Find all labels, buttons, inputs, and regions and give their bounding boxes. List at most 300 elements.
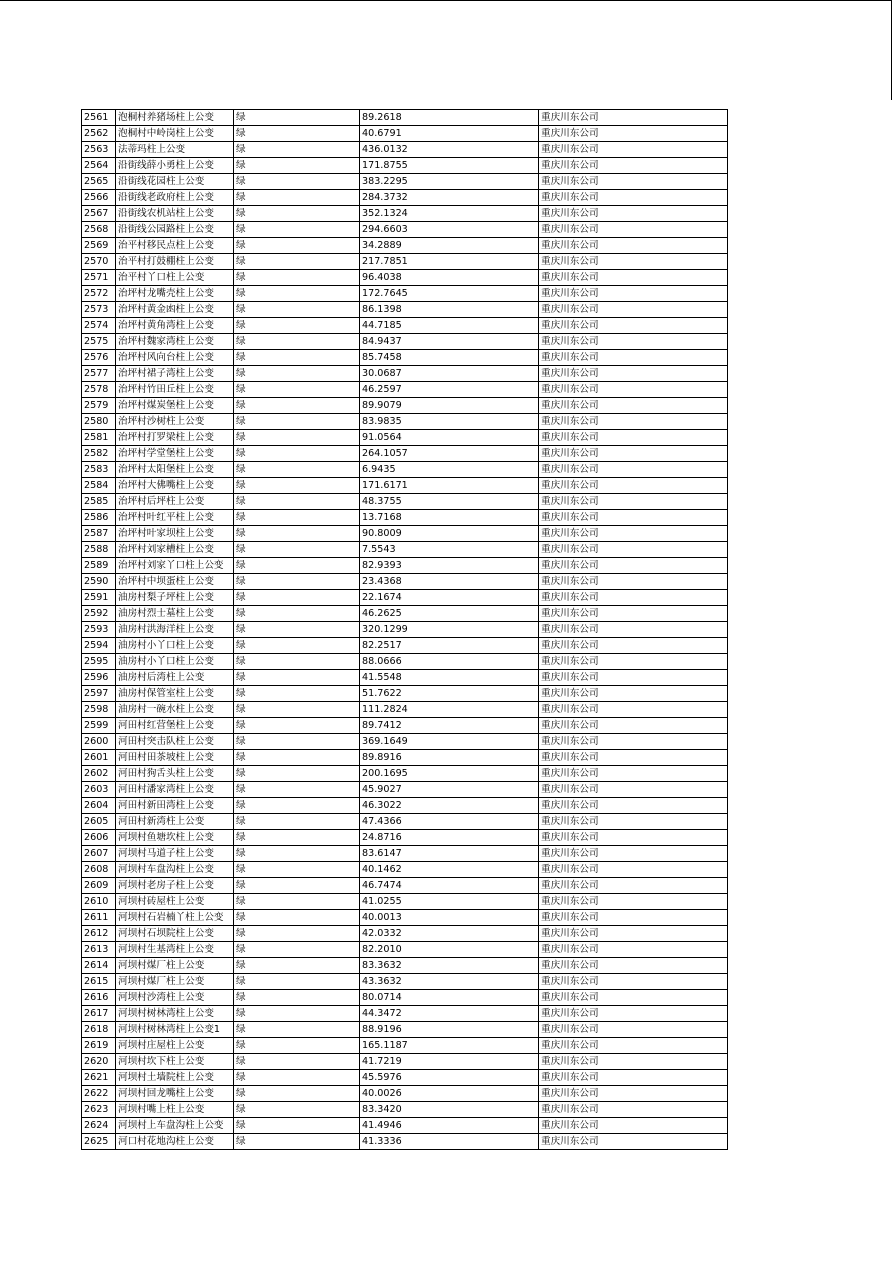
value-cell: 46.3022 bbox=[360, 798, 539, 814]
row-id-cell: 2616 bbox=[82, 990, 116, 1006]
status-color-cell: 绿 bbox=[234, 622, 360, 638]
transformer-name-cell: 治坪村裙子湾柱上公变 bbox=[116, 366, 234, 382]
row-id-cell: 2615 bbox=[82, 974, 116, 990]
status-color-cell: 绿 bbox=[234, 878, 360, 894]
page-top-rule bbox=[0, 0, 892, 1]
company-cell: 重庆川东公司 bbox=[539, 894, 728, 910]
status-color-cell: 绿 bbox=[234, 462, 360, 478]
transformer-name-cell: 沿街线薛小勇柱上公变 bbox=[116, 158, 234, 174]
status-color-cell: 绿 bbox=[234, 990, 360, 1006]
value-cell: 45.5976 bbox=[360, 1070, 539, 1086]
company-cell: 重庆川东公司 bbox=[539, 334, 728, 350]
transformer-name-cell: 治坪村刘家槽柱上公变 bbox=[116, 542, 234, 558]
company-cell: 重庆川东公司 bbox=[539, 862, 728, 878]
value-cell: 34.2889 bbox=[360, 238, 539, 254]
table-row bbox=[82, 494, 728, 510]
value-cell: 46.7474 bbox=[360, 878, 539, 894]
table-row bbox=[82, 254, 728, 270]
table-row bbox=[82, 702, 728, 718]
table-row bbox=[82, 654, 728, 670]
company-cell: 重庆川东公司 bbox=[539, 494, 728, 510]
row-id-cell: 2609 bbox=[82, 878, 116, 894]
table-row bbox=[82, 846, 728, 862]
company-cell: 重庆川东公司 bbox=[539, 590, 728, 606]
value-cell: 13.7168 bbox=[360, 510, 539, 526]
value-cell: 45.9027 bbox=[360, 782, 539, 798]
company-cell: 重庆川东公司 bbox=[539, 622, 728, 638]
status-color-cell: 绿 bbox=[234, 126, 360, 142]
transformer-name-cell: 治坪村大佛嘴柱上公变 bbox=[116, 478, 234, 494]
transformer-name-cell: 沿街线老政府柱上公变 bbox=[116, 190, 234, 206]
row-id-cell: 2583 bbox=[82, 462, 116, 478]
table-row bbox=[82, 1054, 728, 1070]
status-color-cell: 绿 bbox=[234, 142, 360, 158]
value-cell: 41.0255 bbox=[360, 894, 539, 910]
status-color-cell: 绿 bbox=[234, 302, 360, 318]
transformer-name-cell: 河坝村煤厂柱上公变 bbox=[116, 974, 234, 990]
table-row bbox=[82, 558, 728, 574]
status-color-cell: 绿 bbox=[234, 942, 360, 958]
company-cell: 重庆川东公司 bbox=[539, 1054, 728, 1070]
company-cell: 重庆川东公司 bbox=[539, 126, 728, 142]
table-row bbox=[82, 958, 728, 974]
table-row bbox=[82, 190, 728, 206]
table-row bbox=[82, 318, 728, 334]
company-cell: 重庆川东公司 bbox=[539, 670, 728, 686]
table-row bbox=[82, 574, 728, 590]
row-id-cell: 2607 bbox=[82, 846, 116, 862]
company-cell: 重庆川东公司 bbox=[539, 942, 728, 958]
transformer-name-cell: 泡桐村中岭岗柱上公变 bbox=[116, 126, 234, 142]
company-cell: 重庆川东公司 bbox=[539, 174, 728, 190]
value-cell: 83.3632 bbox=[360, 958, 539, 974]
row-id-cell: 2573 bbox=[82, 302, 116, 318]
status-color-cell: 绿 bbox=[234, 782, 360, 798]
company-cell: 重庆川东公司 bbox=[539, 830, 728, 846]
value-cell: 294.6603 bbox=[360, 222, 539, 238]
row-id-cell: 2581 bbox=[82, 430, 116, 446]
company-cell: 重庆川东公司 bbox=[539, 766, 728, 782]
value-cell: 90.8009 bbox=[360, 526, 539, 542]
status-color-cell: 绿 bbox=[234, 350, 360, 366]
table-row bbox=[82, 942, 728, 958]
status-color-cell: 绿 bbox=[234, 702, 360, 718]
row-id-cell: 2598 bbox=[82, 702, 116, 718]
row-id-cell: 2574 bbox=[82, 318, 116, 334]
company-cell: 重庆川东公司 bbox=[539, 878, 728, 894]
value-cell: 41.7219 bbox=[360, 1054, 539, 1070]
row-id-cell: 2603 bbox=[82, 782, 116, 798]
value-cell: 89.8916 bbox=[360, 750, 539, 766]
value-cell: 44.7185 bbox=[360, 318, 539, 334]
row-id-cell: 2605 bbox=[82, 814, 116, 830]
value-cell: 88.9196 bbox=[360, 1022, 539, 1038]
company-cell: 重庆川东公司 bbox=[539, 910, 728, 926]
transformer-name-cell: 河坝村车盘沟柱上公变 bbox=[116, 862, 234, 878]
row-id-cell: 2608 bbox=[82, 862, 116, 878]
status-color-cell: 绿 bbox=[234, 910, 360, 926]
status-color-cell: 绿 bbox=[234, 1006, 360, 1022]
value-cell: 83.3420 bbox=[360, 1102, 539, 1118]
company-cell: 重庆川东公司 bbox=[539, 430, 728, 446]
company-cell: 重庆川东公司 bbox=[539, 238, 728, 254]
value-cell: 46.2625 bbox=[360, 606, 539, 622]
company-cell: 重庆川东公司 bbox=[539, 958, 728, 974]
value-cell: 369.1649 bbox=[360, 734, 539, 750]
value-cell: 171.8755 bbox=[360, 158, 539, 174]
table-row bbox=[82, 1118, 728, 1134]
status-color-cell: 绿 bbox=[234, 814, 360, 830]
company-cell: 重庆川东公司 bbox=[539, 542, 728, 558]
transformer-name-cell: 油房村梨子坪柱上公变 bbox=[116, 590, 234, 606]
table-row bbox=[82, 526, 728, 542]
company-cell: 重庆川东公司 bbox=[539, 526, 728, 542]
company-cell: 重庆川东公司 bbox=[539, 702, 728, 718]
status-color-cell: 绿 bbox=[234, 1054, 360, 1070]
status-color-cell: 绿 bbox=[234, 222, 360, 238]
table-row bbox=[82, 270, 728, 286]
value-cell: 171.6171 bbox=[360, 478, 539, 494]
value-cell: 42.0332 bbox=[360, 926, 539, 942]
value-cell: 264.1057 bbox=[360, 446, 539, 462]
row-id-cell: 2621 bbox=[82, 1070, 116, 1086]
value-cell: 47.4366 bbox=[360, 814, 539, 830]
transformer-name-cell: 治坪村打罗梁柱上公变 bbox=[116, 430, 234, 446]
table-row bbox=[82, 174, 728, 190]
table-row bbox=[82, 302, 728, 318]
row-id-cell: 2595 bbox=[82, 654, 116, 670]
value-cell: 165.1187 bbox=[360, 1038, 539, 1054]
status-color-cell: 绿 bbox=[234, 430, 360, 446]
status-color-cell: 绿 bbox=[234, 1086, 360, 1102]
value-cell: 51.7622 bbox=[360, 686, 539, 702]
status-color-cell: 绿 bbox=[234, 542, 360, 558]
value-cell: 89.7412 bbox=[360, 718, 539, 734]
row-id-cell: 2625 bbox=[82, 1134, 116, 1150]
status-color-cell: 绿 bbox=[234, 382, 360, 398]
table-row bbox=[82, 206, 728, 222]
transformer-name-cell: 治坪村黄角湾柱上公变 bbox=[116, 318, 234, 334]
table-row bbox=[82, 974, 728, 990]
table-row bbox=[82, 830, 728, 846]
row-id-cell: 2612 bbox=[82, 926, 116, 942]
status-color-cell: 绿 bbox=[234, 734, 360, 750]
row-id-cell: 2596 bbox=[82, 670, 116, 686]
table-row bbox=[82, 462, 728, 478]
company-cell: 重庆川东公司 bbox=[539, 1038, 728, 1054]
table-row bbox=[82, 142, 728, 158]
company-cell: 重庆川东公司 bbox=[539, 478, 728, 494]
transformer-name-cell: 油房村小丫口柱上公变 bbox=[116, 654, 234, 670]
table-row bbox=[82, 126, 728, 142]
company-cell: 重庆川东公司 bbox=[539, 814, 728, 830]
transformer-name-cell: 河坝村上车盘沟柱上公变 bbox=[116, 1118, 234, 1134]
transformer-name-cell: 河坝村煤厂柱上公变 bbox=[116, 958, 234, 974]
transformer-name-cell: 油房村一碗水柱上公变 bbox=[116, 702, 234, 718]
status-color-cell: 绿 bbox=[234, 526, 360, 542]
value-cell: 84.9437 bbox=[360, 334, 539, 350]
status-color-cell: 绿 bbox=[234, 174, 360, 190]
row-id-cell: 2563 bbox=[82, 142, 116, 158]
row-id-cell: 2618 bbox=[82, 1022, 116, 1038]
value-cell: 85.7458 bbox=[360, 350, 539, 366]
company-cell: 重庆川东公司 bbox=[539, 782, 728, 798]
row-id-cell: 2593 bbox=[82, 622, 116, 638]
company-cell: 重庆川东公司 bbox=[539, 398, 728, 414]
table-row bbox=[82, 1102, 728, 1118]
company-cell: 重庆川东公司 bbox=[539, 254, 728, 270]
transformer-name-cell: 河坝村马道子柱上公变 bbox=[116, 846, 234, 862]
value-cell: 217.7851 bbox=[360, 254, 539, 270]
table-row bbox=[82, 398, 728, 414]
value-cell: 82.9393 bbox=[360, 558, 539, 574]
company-cell: 重庆川东公司 bbox=[539, 974, 728, 990]
status-color-cell: 绿 bbox=[234, 974, 360, 990]
table-row bbox=[82, 334, 728, 350]
status-color-cell: 绿 bbox=[234, 334, 360, 350]
status-color-cell: 绿 bbox=[234, 862, 360, 878]
transformer-name-cell: 治坪村龙嘴壳柱上公变 bbox=[116, 286, 234, 302]
table-row bbox=[82, 734, 728, 750]
row-id-cell: 2568 bbox=[82, 222, 116, 238]
transformer-name-cell: 河坝村坎下柱上公变 bbox=[116, 1054, 234, 1070]
transformer-name-cell: 河坝村树林湾柱上公变1 bbox=[116, 1022, 234, 1038]
company-cell: 重庆川东公司 bbox=[539, 414, 728, 430]
table-row bbox=[82, 766, 728, 782]
company-cell: 重庆川东公司 bbox=[539, 638, 728, 654]
company-cell: 重庆川东公司 bbox=[539, 686, 728, 702]
company-cell: 重庆川东公司 bbox=[539, 110, 728, 126]
company-cell: 重庆川东公司 bbox=[539, 1118, 728, 1134]
row-id-cell: 2575 bbox=[82, 334, 116, 350]
status-color-cell: 绿 bbox=[234, 830, 360, 846]
table-row bbox=[82, 238, 728, 254]
transformer-name-cell: 油房村烈士墓柱上公变 bbox=[116, 606, 234, 622]
status-color-cell: 绿 bbox=[234, 238, 360, 254]
row-id-cell: 2587 bbox=[82, 526, 116, 542]
status-color-cell: 绿 bbox=[234, 446, 360, 462]
value-cell: 82.2010 bbox=[360, 942, 539, 958]
value-cell: 24.8716 bbox=[360, 830, 539, 846]
transformer-name-cell: 河坝村石岩楠丫柱上公变 bbox=[116, 910, 234, 926]
company-cell: 重庆川东公司 bbox=[539, 366, 728, 382]
row-id-cell: 2624 bbox=[82, 1118, 116, 1134]
transformer-name-cell: 河坝村老房子柱上公变 bbox=[116, 878, 234, 894]
status-color-cell: 绿 bbox=[234, 574, 360, 590]
table-row bbox=[82, 910, 728, 926]
transformer-name-cell: 治坪村黄金凼柱上公变 bbox=[116, 302, 234, 318]
transformer-name-cell: 油房村小丫口柱上公变 bbox=[116, 638, 234, 654]
transformer-name-cell: 河坝村回龙嘴柱上公变 bbox=[116, 1086, 234, 1102]
status-color-cell: 绿 bbox=[234, 1118, 360, 1134]
value-cell: 86.1398 bbox=[360, 302, 539, 318]
status-color-cell: 绿 bbox=[234, 478, 360, 494]
table-body bbox=[82, 110, 728, 1150]
value-cell: 83.9835 bbox=[360, 414, 539, 430]
company-cell: 重庆川东公司 bbox=[539, 926, 728, 942]
status-color-cell: 绿 bbox=[234, 286, 360, 302]
transformer-name-cell: 河坝村砖屋柱上公变 bbox=[116, 894, 234, 910]
table-row bbox=[82, 990, 728, 1006]
status-color-cell: 绿 bbox=[234, 750, 360, 766]
table-row bbox=[82, 510, 728, 526]
transformer-name-cell: 油房村保管室柱上公变 bbox=[116, 686, 234, 702]
table-row bbox=[82, 110, 728, 126]
table-row bbox=[82, 782, 728, 798]
company-cell: 重庆川东公司 bbox=[539, 206, 728, 222]
row-id-cell: 2617 bbox=[82, 1006, 116, 1022]
transformer-name-cell: 油房村后湾柱上公变 bbox=[116, 670, 234, 686]
value-cell: 320.1299 bbox=[360, 622, 539, 638]
transformer-name-cell: 治平村丫口柱上公变 bbox=[116, 270, 234, 286]
row-id-cell: 2592 bbox=[82, 606, 116, 622]
row-id-cell: 2584 bbox=[82, 478, 116, 494]
table-row bbox=[82, 862, 728, 878]
table-row bbox=[82, 478, 728, 494]
status-color-cell: 绿 bbox=[234, 798, 360, 814]
company-cell: 重庆川东公司 bbox=[539, 1070, 728, 1086]
status-color-cell: 绿 bbox=[234, 206, 360, 222]
row-id-cell: 2604 bbox=[82, 798, 116, 814]
company-cell: 重庆川东公司 bbox=[539, 750, 728, 766]
value-cell: 88.0666 bbox=[360, 654, 539, 670]
value-cell: 200.1695 bbox=[360, 766, 539, 782]
row-id-cell: 2600 bbox=[82, 734, 116, 750]
transformer-name-cell: 沿街线公园路柱上公变 bbox=[116, 222, 234, 238]
row-id-cell: 2610 bbox=[82, 894, 116, 910]
transformer-name-cell: 治坪村后坪柱上公变 bbox=[116, 494, 234, 510]
company-cell: 重庆川东公司 bbox=[539, 270, 728, 286]
table-row bbox=[82, 158, 728, 174]
transformer-name-cell: 泡桐村养猪场柱上公变 bbox=[116, 110, 234, 126]
transformer-name-cell: 河田村潘家湾柱上公变 bbox=[116, 782, 234, 798]
status-color-cell: 绿 bbox=[234, 190, 360, 206]
row-id-cell: 2569 bbox=[82, 238, 116, 254]
row-id-cell: 2580 bbox=[82, 414, 116, 430]
table-row bbox=[82, 622, 728, 638]
status-color-cell: 绿 bbox=[234, 558, 360, 574]
value-cell: 44.3472 bbox=[360, 1006, 539, 1022]
row-id-cell: 2588 bbox=[82, 542, 116, 558]
row-id-cell: 2562 bbox=[82, 126, 116, 142]
company-cell: 重庆川东公司 bbox=[539, 606, 728, 622]
status-color-cell: 绿 bbox=[234, 590, 360, 606]
status-color-cell: 绿 bbox=[234, 1102, 360, 1118]
table-row bbox=[82, 894, 728, 910]
company-cell: 重庆川东公司 bbox=[539, 1134, 728, 1150]
table-row bbox=[82, 1134, 728, 1150]
status-color-cell: 绿 bbox=[234, 846, 360, 862]
row-id-cell: 2585 bbox=[82, 494, 116, 510]
transformer-name-cell: 治坪村风向台柱上公变 bbox=[116, 350, 234, 366]
table-row bbox=[82, 926, 728, 942]
value-cell: 82.2517 bbox=[360, 638, 539, 654]
row-id-cell: 2566 bbox=[82, 190, 116, 206]
status-color-cell: 绿 bbox=[234, 318, 360, 334]
row-id-cell: 2577 bbox=[82, 366, 116, 382]
table-row bbox=[82, 638, 728, 654]
company-cell: 重庆川东公司 bbox=[539, 574, 728, 590]
company-cell: 重庆川东公司 bbox=[539, 990, 728, 1006]
row-id-cell: 2561 bbox=[82, 110, 116, 126]
value-cell: 96.4038 bbox=[360, 270, 539, 286]
transformer-name-cell: 治坪村煤炭堡柱上公变 bbox=[116, 398, 234, 414]
row-id-cell: 2611 bbox=[82, 910, 116, 926]
value-cell: 284.3732 bbox=[360, 190, 539, 206]
transformer-name-cell: 河田村新湾柱上公变 bbox=[116, 814, 234, 830]
row-id-cell: 2567 bbox=[82, 206, 116, 222]
row-id-cell: 2579 bbox=[82, 398, 116, 414]
table-row bbox=[82, 798, 728, 814]
status-color-cell: 绿 bbox=[234, 1038, 360, 1054]
table-row bbox=[82, 430, 728, 446]
row-id-cell: 2570 bbox=[82, 254, 116, 270]
transformer-name-cell: 治坪村叶红平柱上公变 bbox=[116, 510, 234, 526]
table-row bbox=[82, 542, 728, 558]
data-table bbox=[81, 109, 728, 1150]
transformer-name-cell: 治坪村中坝蛋柱上公变 bbox=[116, 574, 234, 590]
status-color-cell: 绿 bbox=[234, 510, 360, 526]
company-cell: 重庆川东公司 bbox=[539, 318, 728, 334]
row-id-cell: 2590 bbox=[82, 574, 116, 590]
value-cell: 41.4946 bbox=[360, 1118, 539, 1134]
table-row bbox=[82, 686, 728, 702]
transformer-name-cell: 沿街线花园柱上公变 bbox=[116, 174, 234, 190]
company-cell: 重庆川东公司 bbox=[539, 846, 728, 862]
company-cell: 重庆川东公司 bbox=[539, 382, 728, 398]
value-cell: 40.6791 bbox=[360, 126, 539, 142]
transformer-name-cell: 河田村新田湾柱上公变 bbox=[116, 798, 234, 814]
transformer-name-cell: 河坝村生基湾柱上公变 bbox=[116, 942, 234, 958]
status-color-cell: 绿 bbox=[234, 958, 360, 974]
company-cell: 重庆川东公司 bbox=[539, 510, 728, 526]
table-row bbox=[82, 1086, 728, 1102]
transformer-name-cell: 沿街线农机站柱上公变 bbox=[116, 206, 234, 222]
table-row bbox=[82, 382, 728, 398]
value-cell: 40.1462 bbox=[360, 862, 539, 878]
transformer-name-cell: 治平村打鼓棚柱上公变 bbox=[116, 254, 234, 270]
row-id-cell: 2586 bbox=[82, 510, 116, 526]
row-id-cell: 2601 bbox=[82, 750, 116, 766]
table-row bbox=[82, 750, 728, 766]
row-id-cell: 2589 bbox=[82, 558, 116, 574]
status-color-cell: 绿 bbox=[234, 494, 360, 510]
transformer-name-cell: 治坪村太阳堡柱上公变 bbox=[116, 462, 234, 478]
status-color-cell: 绿 bbox=[234, 638, 360, 654]
row-id-cell: 2606 bbox=[82, 830, 116, 846]
row-id-cell: 2571 bbox=[82, 270, 116, 286]
value-cell: 22.1674 bbox=[360, 590, 539, 606]
transformer-name-cell: 治坪村学堂堡柱上公变 bbox=[116, 446, 234, 462]
row-id-cell: 2564 bbox=[82, 158, 116, 174]
company-cell: 重庆川东公司 bbox=[539, 718, 728, 734]
transformer-name-cell: 河坝村树林湾柱上公变 bbox=[116, 1006, 234, 1022]
status-color-cell: 绿 bbox=[234, 110, 360, 126]
company-cell: 重庆川东公司 bbox=[539, 1006, 728, 1022]
table-row bbox=[82, 606, 728, 622]
row-id-cell: 2622 bbox=[82, 1086, 116, 1102]
transformer-name-cell: 河坝村石坝院柱上公变 bbox=[116, 926, 234, 942]
table-row bbox=[82, 414, 728, 430]
status-color-cell: 绿 bbox=[234, 270, 360, 286]
transformer-name-cell: 河坝村鱼塘坎柱上公变 bbox=[116, 830, 234, 846]
value-cell: 436.0132 bbox=[360, 142, 539, 158]
transformer-name-cell: 河坝村土墙院柱上公变 bbox=[116, 1070, 234, 1086]
company-cell: 重庆川东公司 bbox=[539, 462, 728, 478]
value-cell: 383.2295 bbox=[360, 174, 539, 190]
value-cell: 91.0564 bbox=[360, 430, 539, 446]
transformer-name-cell: 河田村田茶坡柱上公变 bbox=[116, 750, 234, 766]
